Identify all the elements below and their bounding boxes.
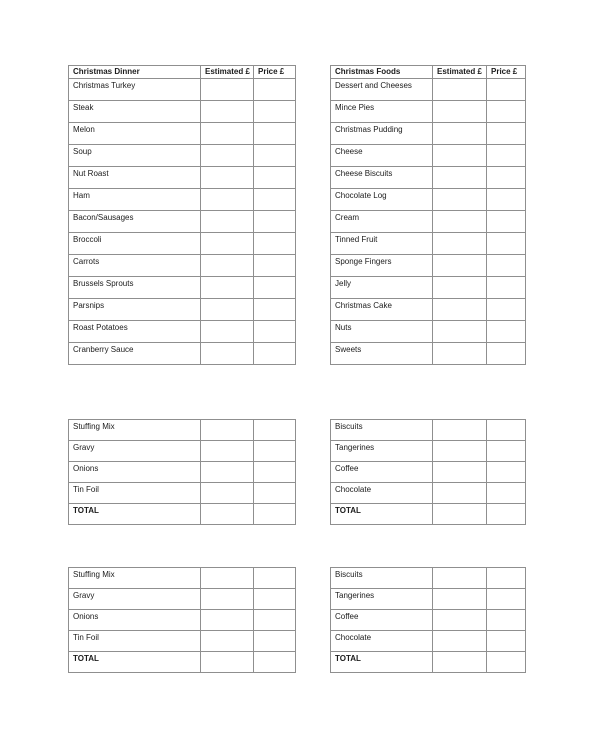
item-cell: Onions (69, 462, 201, 483)
item-cell: Sponge Fingers (331, 255, 433, 277)
estimated-cell (433, 101, 487, 123)
price-cell (254, 167, 296, 189)
price-cell (254, 321, 296, 343)
estimated-cell (433, 589, 487, 610)
table-row (331, 233, 526, 255)
estimated-cell (201, 462, 254, 483)
price-cell (254, 277, 296, 299)
price-cell (254, 652, 296, 673)
item-cell: Tangerines (331, 589, 433, 610)
estimated-cell (201, 79, 254, 101)
estimated-cell (201, 189, 254, 211)
price-cell (254, 211, 296, 233)
table-row (69, 145, 296, 167)
price-cell (254, 462, 296, 483)
estimated-cell (433, 299, 487, 321)
item-cell: Melon (69, 123, 201, 145)
price-cell (487, 321, 526, 343)
table-row (69, 211, 296, 233)
price-cell (254, 420, 296, 441)
estimated-cell (201, 610, 254, 631)
price-cell (254, 504, 296, 525)
estimated-cell (433, 167, 487, 189)
estimated-header: Estimated £ (201, 66, 254, 79)
table-row (69, 420, 296, 441)
price-cell (487, 610, 526, 631)
estimated-cell (201, 568, 254, 589)
price-cell (487, 167, 526, 189)
price-cell (487, 652, 526, 673)
item-cell: Coffee (331, 610, 433, 631)
price-cell (487, 420, 526, 441)
table-row (69, 321, 296, 343)
estimated-cell (433, 277, 487, 299)
item-cell: Cranberry Sauce (69, 343, 201, 365)
table-row (331, 79, 526, 101)
price-cell (487, 343, 526, 365)
christmas-foods-table (330, 65, 526, 365)
price-cell (254, 441, 296, 462)
table-row (69, 343, 296, 365)
item-cell: Cream (331, 211, 433, 233)
table-row (331, 462, 526, 483)
table-row (69, 589, 296, 610)
estimated-cell (201, 277, 254, 299)
estimated-cell (433, 211, 487, 233)
estimated-cell (201, 631, 254, 652)
item-header: Christmas Dinner (69, 66, 201, 79)
price-cell (254, 233, 296, 255)
estimated-cell (201, 321, 254, 343)
table-row (331, 189, 526, 211)
estimated-cell (201, 483, 254, 504)
table-row (69, 189, 296, 211)
item-cell: Nuts (331, 321, 433, 343)
estimated-cell (201, 145, 254, 167)
price-cell (254, 255, 296, 277)
header-row (331, 66, 526, 79)
price-cell (487, 441, 526, 462)
price-cell (487, 483, 526, 504)
table-row (331, 504, 526, 525)
estimated-cell (201, 255, 254, 277)
price-cell (487, 589, 526, 610)
estimated-cell (201, 441, 254, 462)
item-cell: Christmas Cake (331, 299, 433, 321)
table-row (331, 123, 526, 145)
item-cell: Tangerines (331, 441, 433, 462)
item-cell: Biscuits (331, 420, 433, 441)
christmas-dinner-table (68, 65, 296, 365)
table-row (331, 441, 526, 462)
price-cell (487, 568, 526, 589)
estimated-cell (201, 233, 254, 255)
estimated-cell (433, 420, 487, 441)
table-row (69, 610, 296, 631)
item-cell: Stuffing Mix (69, 568, 201, 589)
table-row (69, 233, 296, 255)
table-row (69, 277, 296, 299)
table-row (69, 568, 296, 589)
foods-extras-table-2 (330, 567, 526, 673)
estimated-cell (201, 167, 254, 189)
estimated-cell (201, 420, 254, 441)
item-cell: Sweets (331, 343, 433, 365)
estimated-cell (433, 631, 487, 652)
price-header: Price £ (487, 66, 526, 79)
table-row (331, 277, 526, 299)
item-cell: Gravy (69, 441, 201, 462)
table-row (69, 255, 296, 277)
price-cell (254, 79, 296, 101)
table-row (69, 167, 296, 189)
table-row (331, 255, 526, 277)
table-row (331, 101, 526, 123)
table-row (69, 462, 296, 483)
item-cell: Gravy (69, 589, 201, 610)
estimated-cell (433, 123, 487, 145)
item-cell: Stuffing Mix (69, 420, 201, 441)
table-row (331, 652, 526, 673)
item-cell: Broccoli (69, 233, 201, 255)
table-row (69, 299, 296, 321)
price-cell (487, 233, 526, 255)
item-cell: Nut Roast (69, 167, 201, 189)
price-cell (487, 145, 526, 167)
item-cell: Biscuits (331, 568, 433, 589)
price-cell (254, 483, 296, 504)
item-cell: Jelly (331, 277, 433, 299)
price-cell (487, 123, 526, 145)
estimated-cell (433, 483, 487, 504)
table-row (69, 483, 296, 504)
item-cell: TOTAL (331, 652, 433, 673)
price-cell (487, 255, 526, 277)
table-row (331, 343, 526, 365)
table-row (331, 589, 526, 610)
item-cell: Chocolate (331, 483, 433, 504)
price-cell (254, 101, 296, 123)
price-cell (487, 462, 526, 483)
item-header: Christmas Foods (331, 66, 433, 79)
price-cell (254, 299, 296, 321)
table-row (69, 441, 296, 462)
estimated-cell (433, 462, 487, 483)
price-cell (254, 631, 296, 652)
table-row (331, 420, 526, 441)
price-cell (254, 145, 296, 167)
table-row (331, 483, 526, 504)
table-row (331, 167, 526, 189)
estimated-cell (201, 504, 254, 525)
price-cell (254, 568, 296, 589)
foods-extras-table-1 (330, 419, 526, 525)
price-cell (254, 189, 296, 211)
estimated-cell (201, 589, 254, 610)
item-cell: Ham (69, 189, 201, 211)
item-cell: Christmas Turkey (69, 79, 201, 101)
item-cell: Steak (69, 101, 201, 123)
price-cell (487, 101, 526, 123)
price-cell (487, 211, 526, 233)
price-cell (254, 589, 296, 610)
price-cell (254, 610, 296, 631)
table-row (69, 652, 296, 673)
item-cell: Christmas Pudding (331, 123, 433, 145)
table-row (69, 101, 296, 123)
estimated-cell (433, 79, 487, 101)
table-row (69, 79, 296, 101)
table-row (331, 610, 526, 631)
table-row (331, 299, 526, 321)
item-cell: Soup (69, 145, 201, 167)
price-cell (487, 299, 526, 321)
price-cell (487, 189, 526, 211)
table-row (69, 504, 296, 525)
item-cell: Parsnips (69, 299, 201, 321)
estimated-cell (433, 189, 487, 211)
item-cell: Chocolate Log (331, 189, 433, 211)
item-cell: Dessert and Cheeses (331, 79, 433, 101)
estimated-cell (201, 299, 254, 321)
item-cell: TOTAL (331, 504, 433, 525)
estimated-cell (201, 211, 254, 233)
price-cell (487, 277, 526, 299)
item-cell: TOTAL (69, 652, 201, 673)
table-row (331, 145, 526, 167)
item-cell: Roast Potatoes (69, 321, 201, 343)
price-cell (487, 631, 526, 652)
price-cell (487, 504, 526, 525)
estimated-header: Estimated £ (433, 66, 487, 79)
item-cell: TOTAL (69, 504, 201, 525)
price-cell (254, 123, 296, 145)
table-row (69, 631, 296, 652)
table-row (331, 321, 526, 343)
table-row (331, 211, 526, 233)
estimated-cell (201, 343, 254, 365)
item-cell: Carrots (69, 255, 201, 277)
estimated-cell (433, 145, 487, 167)
item-cell: Bacon/Sausages (69, 211, 201, 233)
estimated-cell (433, 343, 487, 365)
item-cell: Chocolate (331, 631, 433, 652)
item-cell: Tin Foil (69, 483, 201, 504)
item-cell: Coffee (331, 462, 433, 483)
price-cell (254, 343, 296, 365)
item-cell: Tin Foil (69, 631, 201, 652)
item-cell: Tinned Fruit (331, 233, 433, 255)
header-row (69, 66, 296, 79)
item-cell: Brussels Sprouts (69, 277, 201, 299)
estimated-cell (433, 504, 487, 525)
estimated-cell (201, 652, 254, 673)
estimated-cell (201, 101, 254, 123)
estimated-cell (433, 568, 487, 589)
estimated-cell (433, 652, 487, 673)
item-cell: Onions (69, 610, 201, 631)
item-cell: Cheese Biscuits (331, 167, 433, 189)
estimated-cell (433, 233, 487, 255)
estimated-cell (433, 441, 487, 462)
table-row (69, 123, 296, 145)
table-row (331, 631, 526, 652)
estimated-cell (433, 255, 487, 277)
price-cell (487, 79, 526, 101)
dinner-extras-table-2 (68, 567, 296, 673)
estimated-cell (433, 610, 487, 631)
table-row (331, 568, 526, 589)
item-cell: Cheese (331, 145, 433, 167)
item-cell: Mince Pies (331, 101, 433, 123)
price-header: Price £ (254, 66, 296, 79)
estimated-cell (433, 321, 487, 343)
estimated-cell (201, 123, 254, 145)
dinner-extras-table-1 (68, 419, 296, 525)
